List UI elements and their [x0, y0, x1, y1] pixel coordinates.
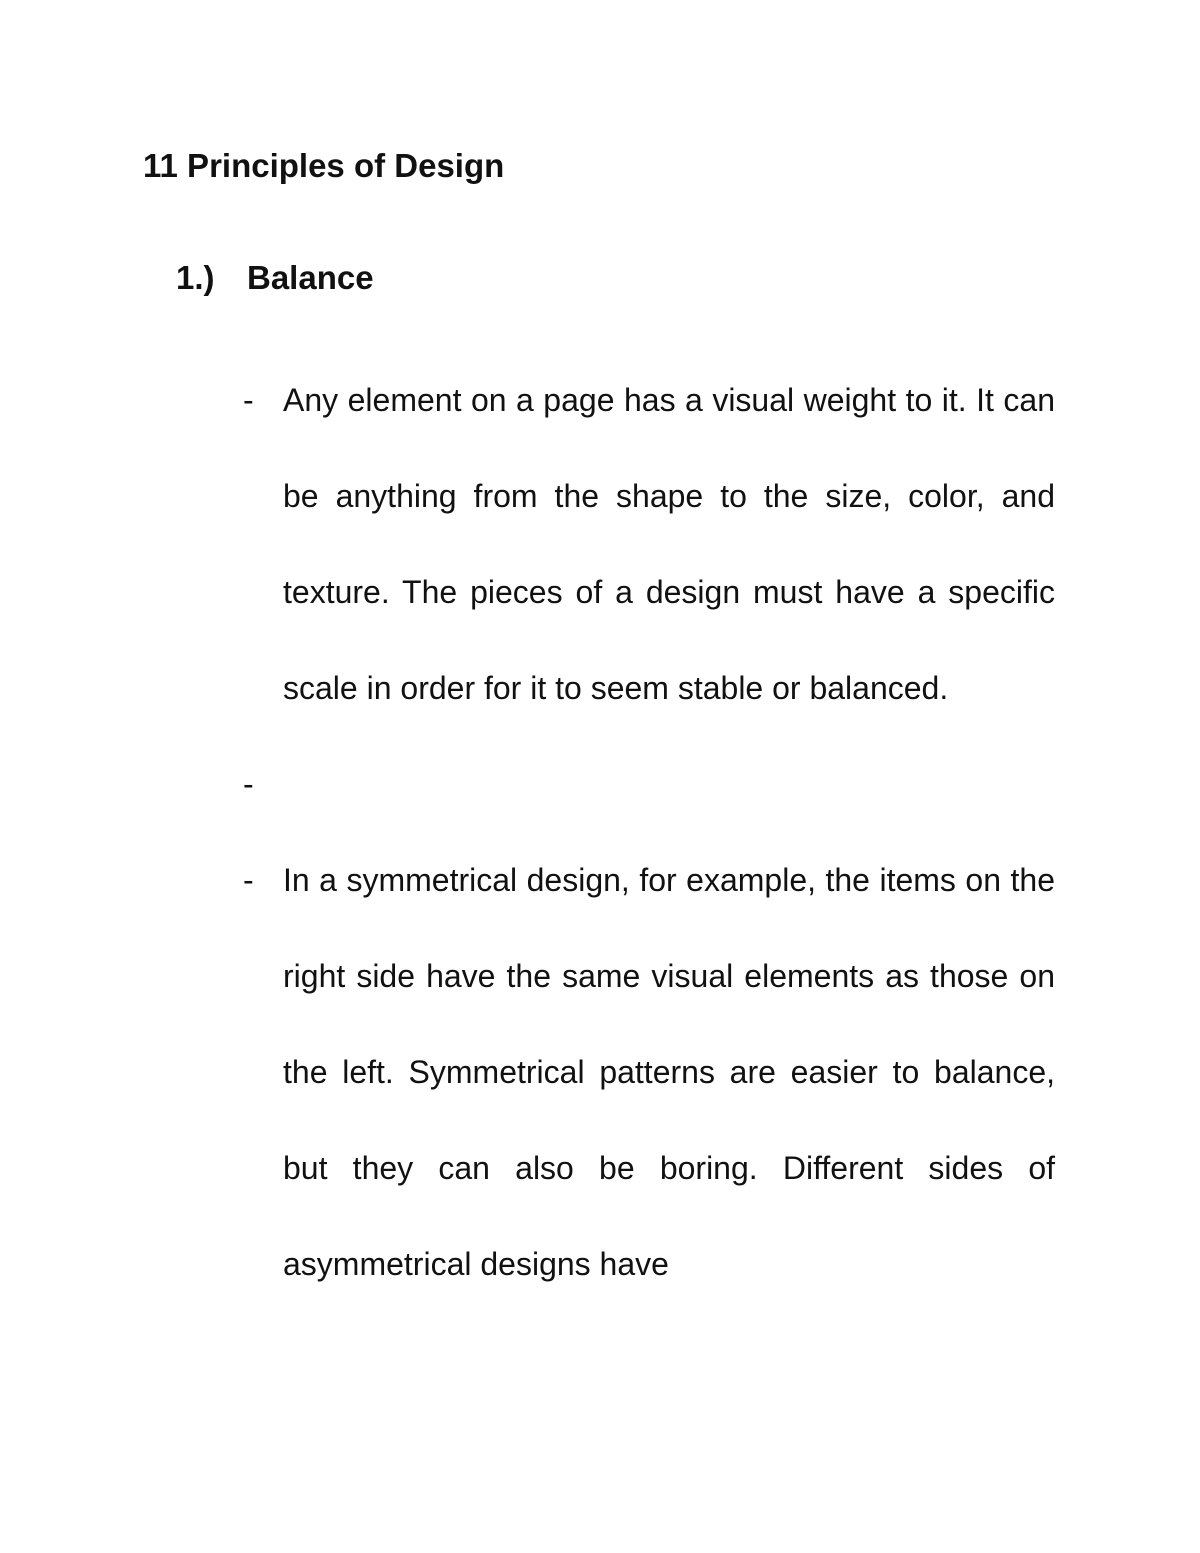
- bullet-dash: -: [243, 766, 254, 802]
- bullet-dash: -: [243, 862, 254, 898]
- bullet-list: [243, 352, 1055, 1312]
- section-number: 1.): [176, 259, 215, 296]
- section-heading: [176, 256, 374, 300]
- bullet-text: In a symmetrical design, for example, the items on the right side have the same visual elements as those on the left. Symmetrical patterns are easier to balance, but they can also be boring. Different sides of asymmetrical designs have: [283, 862, 1055, 1282]
- section-title: Balance: [247, 259, 374, 296]
- bullet-dash: -: [243, 382, 254, 418]
- page-title: 11 Principles of Design: [143, 147, 505, 184]
- bullet-item-empty: [243, 736, 1055, 832]
- bullet-text: Any element on a page has a visual weight to it. It can be anything from the shape to the size, color, and texture. The pieces of a design must have a specific scale in order for it to seem stable or balanced.: [283, 382, 1055, 706]
- bullet-item-symmetrical-design: [243, 832, 1055, 1312]
- bullet-item-visual-weight: [243, 352, 1055, 736]
